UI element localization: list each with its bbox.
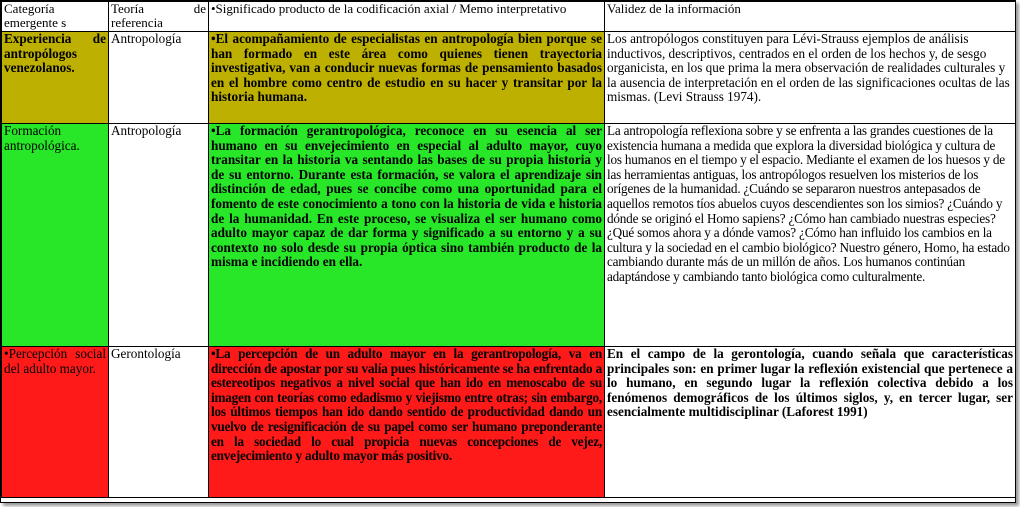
- table-header-row: [2, 2, 1016, 32]
- cell-validez: En el campo de la gerontología, cuando señala que características principales son: en primer lugar la reflexión existencial que pertenece a lo humano, en segundo lugar la reflexión colectiva debido a los fenómenos demográficos de los últimos siglos, y, en tercer lugar, ser esencialmente multidisciplinar (Laforest 1991): [605, 347, 1016, 498]
- cell-categoria: •Percepción social del adulto mayor.: [2, 347, 109, 498]
- table-row: [2, 347, 1016, 498]
- cell-teoria: Antropología: [109, 32, 209, 124]
- cell-teoria: Antropología: [109, 124, 209, 347]
- axial-coding-table: [1, 1, 1016, 498]
- table-row: [2, 124, 1016, 347]
- cell-significado: •La formación gerantropológica, reconoce en su esencia al ser humano en su envejecimiento en especial al adulto mayor, cuyo transitar en la historia va sentando las bases de su propia historia y de su entorno. Durante esta formación, se valora el aprendizaje sin distinción de edad, pues se concibe como una oportunidad para el fomento de este conocimiento a tono con la historia de vida e historia de la humanidad. En este proceso, se visualiza el ser humano como adulto mayor capaz de dar forma y significado a su entorno y a su contexto no solo desde su propia óptica sino también producto de la misma e incidiendo en ella.: [209, 124, 605, 347]
- cell-categoria: Formación antropológica.: [2, 124, 109, 347]
- header-categoria: Categoría emergente s: [2, 2, 109, 32]
- cell-validez: Los antropólogos constituyen para Lévi-Strauss ejemplos de análisis inductivos, descriptivos, centrados en el orden de los hechos y, de sesgo organicista, en los que prima la mera observación de realidades culturales y la ausencia de interpretación en el orden de las significaciones ocultas de las mismas. (Levi Strauss 1974).: [605, 32, 1016, 124]
- cell-significado: •La percepción de un adulto mayor en la gerantropología, va en dirección de apostar por su valía pues históricamente se ha enfrentado a estereotipos negativos a nivel social que han ido en menoscabo de su imagen con teorías como edadismo y viejismo entre otras; sin embargo, los últimos tiempos han ido dando sentido de productividad dando un vuelvo de resignificación de su papel como ser humano preponderante en la sociedad lo cual propicia nuevas concepciones de vejez, envejecimiento y adulto mayor más positivo.: [209, 347, 605, 498]
- header-validez: Validez de la información: [605, 2, 1016, 32]
- header-significado: •Significado producto de la codificación axial / Memo interpretativo: [209, 2, 605, 32]
- cell-categoria: Experiencia de antropólogos venezolanos.: [2, 32, 109, 124]
- table-row: [2, 32, 1016, 124]
- cell-significado: •El acompañamiento de especialistas en antropología bien porque se han formado en este área como quienes tienen trayectoria investigativa, van a conducir nuevas formas de pensamiento basados en el hombre como centro de estudio en su hacer y transitar por la historia humana.: [209, 32, 605, 124]
- cell-teoria: Gerontología: [109, 347, 209, 498]
- header-teoria: Teoría de referencia: [109, 2, 209, 32]
- cell-validez: La antropología reflexiona sobre y se enfrenta a las grandes cuestiones de la existencia humana a medida que explora la diversidad biológica y cultura de los humanos en el tiempo y el espacio. Mediante el examen de los huesos y de las herramientas antiguas, los antropólogos resuelven los misterios de los orígenes de la humanidad. ¿Cuándo se separaron nuestros antepasados de aquellos remotos tíos abuelos cuyos descendientes son los simios? ¿Cuándo y dónde se originó el Homo sapiens? ¿Cómo han cambiado nuestras especies? ¿Qué somos ahora y a dónde vamos? ¿Cómo han influido los cambios en la cultura y la sociedad en el cambio biológico? Nuestro género, Homo, ha estado cambiando durante más de un millón de años. Los humanos continúan adaptándose y cambiando tanto biológica como culturalmente.: [605, 124, 1016, 347]
